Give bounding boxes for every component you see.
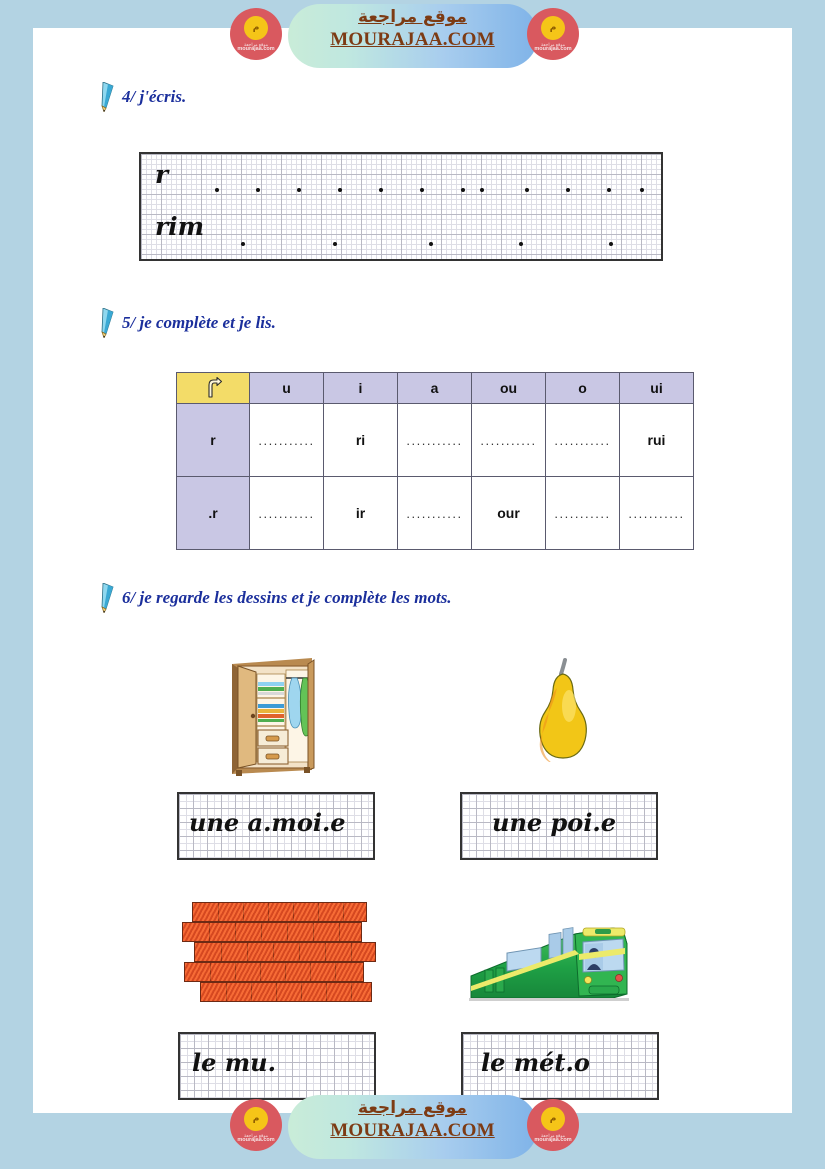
- logo-caption: موقع مراجعة mourajaa.com: [534, 1133, 572, 1143]
- table-cell-r-u[interactable]: ...........: [250, 404, 324, 477]
- banner-arabic-title: موقع مراجعة: [358, 1098, 467, 1118]
- logo-emblem-icon: م: [541, 1107, 565, 1131]
- brick-wall-image: [182, 902, 377, 1012]
- table-cell-r-i[interactable]: ri: [324, 404, 398, 477]
- exercise-6-title: 6/ je regarde les dessins et je complète les mots.: [122, 588, 452, 607]
- table-cell-dotr-ui[interactable]: ...........: [620, 477, 694, 550]
- pear-image: [533, 654, 593, 762]
- mourajaa-logo-left: [230, 1099, 282, 1151]
- table-cell-r-ui[interactable]: rui: [620, 404, 694, 477]
- bottom-watermark-banner: [0, 1085, 825, 1169]
- word-box-poire[interactable]: [460, 792, 658, 860]
- handwriting-model-r: r: [155, 160, 169, 189]
- mourajaa-logo-right: [527, 8, 579, 60]
- table-row: [177, 477, 694, 550]
- banner-url[interactable]: MOURAJAA.COM: [330, 1120, 495, 1141]
- logo-emblem-icon: م: [244, 16, 268, 40]
- table-cell-dotr-i[interactable]: ir: [324, 477, 398, 550]
- exercise-6-heading: [100, 583, 452, 613]
- table-header-row: [177, 373, 694, 404]
- handwriting-dots-row-1: [215, 188, 645, 192]
- brick-row: [184, 962, 364, 982]
- banner-arabic-title: موقع مراجعة: [358, 7, 467, 27]
- banner-url[interactable]: MOURAJAA.COM: [330, 29, 495, 50]
- table-col-ui: ui: [620, 373, 694, 404]
- table-cell-dotr-ou[interactable]: our: [472, 477, 546, 550]
- pencil-icon: [100, 583, 116, 613]
- table-row-label-dot-r: .r: [177, 477, 250, 550]
- brick-row: [192, 902, 367, 922]
- handwriting-practice-box: [139, 152, 663, 261]
- table-col-ou: ou: [472, 373, 546, 404]
- brick-row: [182, 922, 362, 942]
- curved-arrow-icon: [203, 376, 223, 398]
- table-col-i: i: [324, 373, 398, 404]
- table-col-a: a: [398, 373, 472, 404]
- logo-caption: موقع مراجعة mourajaa.com: [534, 42, 572, 52]
- logo-emblem-icon: م: [541, 16, 565, 40]
- exercise-4-title: 4/ j'écris.: [122, 87, 187, 106]
- mourajaa-logo-right: [527, 1099, 579, 1151]
- brick-row: [200, 982, 372, 1002]
- tram-metro-image: [463, 898, 658, 1018]
- word-mur: le mu.: [192, 1048, 276, 1077]
- logo-caption: موقع مراجعة mourajaa.com: [237, 1133, 275, 1143]
- mourajaa-logo-left: [230, 8, 282, 60]
- table-cell-r-ou[interactable]: ...........: [472, 404, 546, 477]
- word-metro: le mét.o: [481, 1048, 590, 1077]
- table-col-u: u: [250, 373, 324, 404]
- table-cell-dotr-a[interactable]: ...........: [398, 477, 472, 550]
- exercise-5-title: 5/ je complète et je lis.: [122, 313, 276, 332]
- exercise-5-heading: [100, 308, 276, 338]
- table-row: [177, 404, 694, 477]
- table-cell-dotr-o[interactable]: ...........: [546, 477, 620, 550]
- syllable-table: [176, 372, 694, 550]
- pencil-icon: [100, 82, 116, 112]
- pencil-icon: [100, 308, 116, 338]
- logo-emblem-icon: م: [244, 1107, 268, 1131]
- exercise-4-heading: [100, 82, 186, 112]
- word-armoire: une a.moi.e: [189, 808, 346, 837]
- word-poire: une poi.e: [492, 808, 617, 837]
- top-watermark-banner: [0, 0, 825, 76]
- table-cell-r-o[interactable]: ...........: [546, 404, 620, 477]
- handwriting-dots-row-2: [241, 242, 641, 246]
- table-row-label-r: r: [177, 404, 250, 477]
- table-corner-cell: [177, 373, 250, 404]
- logo-caption: موقع مراجعة mourajaa.com: [237, 42, 275, 52]
- wardrobe-image: [226, 650, 318, 778]
- table-cell-r-a[interactable]: ...........: [398, 404, 472, 477]
- word-box-armoire[interactable]: [177, 792, 375, 860]
- brick-row: [194, 942, 376, 962]
- table-col-o: o: [546, 373, 620, 404]
- table-cell-dotr-u[interactable]: ...........: [250, 477, 324, 550]
- handwriting-model-rim: rim: [155, 212, 205, 241]
